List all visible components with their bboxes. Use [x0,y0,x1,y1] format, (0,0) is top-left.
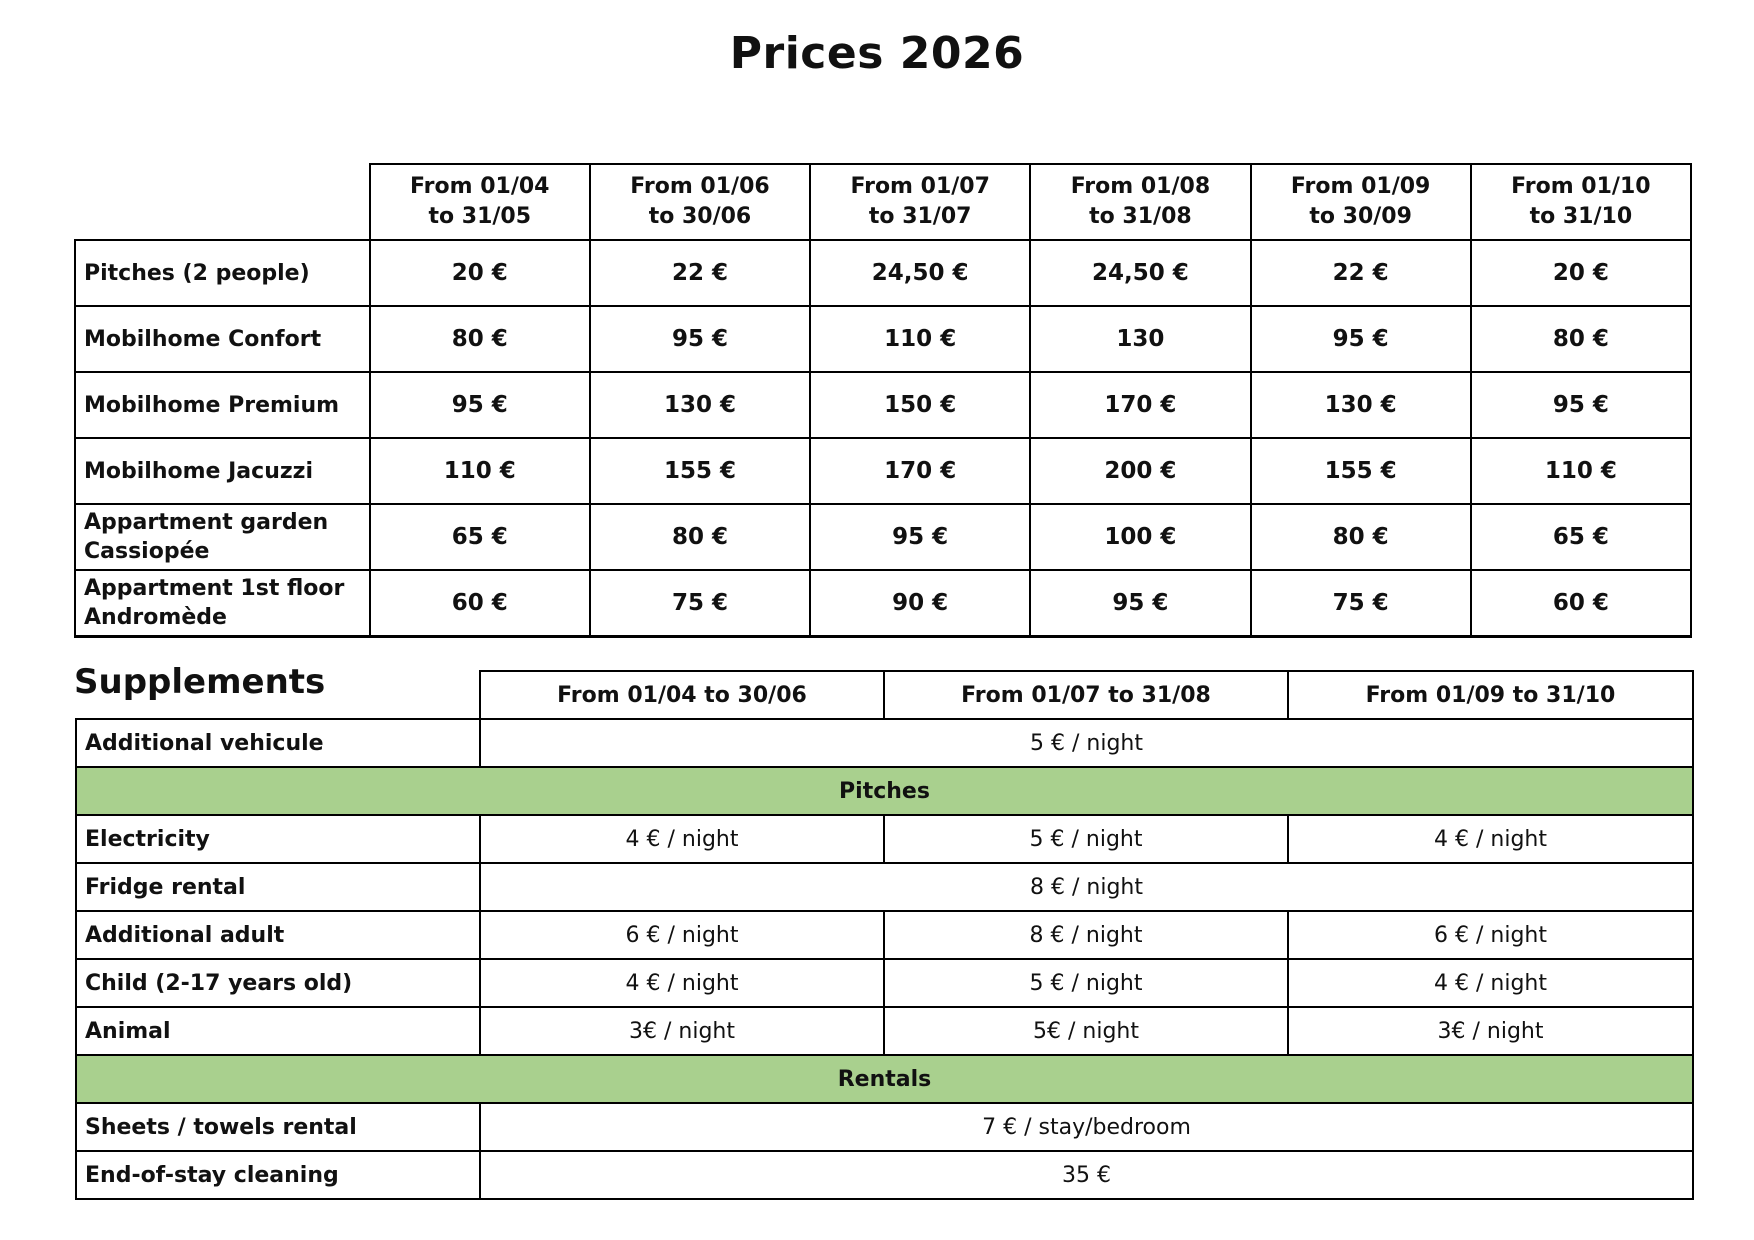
page-title: Prices 2026 [729,28,1025,79]
table-row [75,372,1691,438]
row-label: Additional vehicule [76,719,480,767]
supplement-cell: 7 € / stay/bedroom [480,1103,1693,1151]
table-row [75,306,1691,372]
table-row [76,719,1693,767]
price-cell: 155 € [590,438,810,504]
row-label: Appartment 1st floor Andromède [75,570,370,637]
price-cell: 60 € [370,570,590,637]
section-label: Pitches [76,767,1693,815]
row-label: Sheets / towels rental [76,1103,480,1151]
supplement-cell: 4 € / night [480,815,884,863]
price-cell: 95 € [1251,306,1471,372]
row-label: End-of-stay cleaning [76,1151,480,1199]
supplements-header-row [76,671,1693,719]
price-cell: 170 € [1030,372,1250,438]
section-label: Rentals [76,1055,1693,1103]
price-table [74,163,1692,638]
period-header: From 01/06 to 30/06 [590,164,810,240]
table-corner [75,164,370,240]
price-header-row [75,164,1691,240]
table-corner [76,671,480,719]
supplement-cell: 6 € / night [1288,911,1693,959]
table-row [75,438,1691,504]
price-cell: 65 € [1471,504,1691,570]
supplement-cell: 5€ / night [884,1007,1288,1055]
price-cell: 24,50 € [1030,240,1250,306]
price-cell: 95 € [370,372,590,438]
price-cell: 75 € [590,570,810,637]
price-cell: 200 € [1030,438,1250,504]
price-cell: 95 € [810,504,1030,570]
table-row [76,1103,1693,1151]
period-header: From 01/04 to 31/05 [370,164,590,240]
supplement-cell: 8 € / night [480,863,1693,911]
row-label: Fridge rental [76,863,480,911]
period-header: From 01/09 to 30/09 [1251,164,1471,240]
price-cell: 22 € [1251,240,1471,306]
section-row-rentals [76,1055,1693,1103]
supplement-cell: 4 € / night [1288,815,1693,863]
price-cell: 170 € [810,438,1030,504]
section-row-pitches [76,767,1693,815]
price-cell: 90 € [810,570,1030,637]
period-header: From 01/04 to 30/06 [480,671,884,719]
price-cell: 150 € [810,372,1030,438]
row-label: Animal [76,1007,480,1055]
row-label: Child (2-17 years old) [76,959,480,1007]
period-header: From 01/07 to 31/08 [884,671,1288,719]
price-cell: 20 € [370,240,590,306]
table-row [76,1007,1693,1055]
row-label: Appartment garden Cassiopée [75,504,370,570]
supplement-cell: 5 € / night [884,815,1288,863]
price-cell: 95 € [1030,570,1250,637]
price-cell: 65 € [370,504,590,570]
table-row [76,911,1693,959]
price-cell: 22 € [590,240,810,306]
table-row [75,240,1691,306]
table-row [75,570,1691,637]
table-row [76,815,1693,863]
table-row [76,1151,1693,1199]
row-label: Mobilhome Jacuzzi [75,438,370,504]
supplement-cell: 6 € / night [480,911,884,959]
price-cell: 155 € [1251,438,1471,504]
price-cell: 95 € [590,306,810,372]
row-label: Pitches (2 people) [75,240,370,306]
price-cell: 130 € [1251,372,1471,438]
supplements-heading: Supplements [74,662,326,702]
price-cell: 80 € [370,306,590,372]
row-label: Electricity [76,815,480,863]
price-cell: 60 € [1471,570,1691,637]
price-cell: 80 € [590,504,810,570]
row-label: Mobilhome Confort [75,306,370,372]
row-label: Additional adult [76,911,480,959]
supplement-cell: 8 € / night [884,911,1288,959]
price-cell: 24,50 € [810,240,1030,306]
supplement-cell: 5 € / night [480,719,1693,767]
price-cell: 20 € [1471,240,1691,306]
price-cell: 130 € [590,372,810,438]
supplement-cell: 4 € / night [1288,959,1693,1007]
table-row [75,504,1691,570]
price-cell: 80 € [1251,504,1471,570]
period-header: From 01/07 to 31/07 [810,164,1030,240]
price-cell: 110 € [370,438,590,504]
table-row [76,863,1693,911]
period-header: From 01/09 to 31/10 [1288,671,1693,719]
price-cell: 80 € [1471,306,1691,372]
row-label: Mobilhome Premium [75,372,370,438]
supplement-cell: 3€ / night [480,1007,884,1055]
price-cell: 130 [1030,306,1250,372]
supplement-cell: 35 € [480,1151,1693,1199]
period-header: From 01/08 to 31/08 [1030,164,1250,240]
supplement-cell: 3€ / night [1288,1007,1693,1055]
price-cell: 110 € [810,306,1030,372]
table-row [76,959,1693,1007]
price-cell: 75 € [1251,570,1471,637]
price-cell: 110 € [1471,438,1691,504]
supplement-cell: 5 € / night [884,959,1288,1007]
price-cell: 95 € [1471,372,1691,438]
supplement-cell: 4 € / night [480,959,884,1007]
period-header: From 01/10 to 31/10 [1471,164,1691,240]
supplements-table [75,670,1694,1200]
price-cell: 100 € [1030,504,1250,570]
